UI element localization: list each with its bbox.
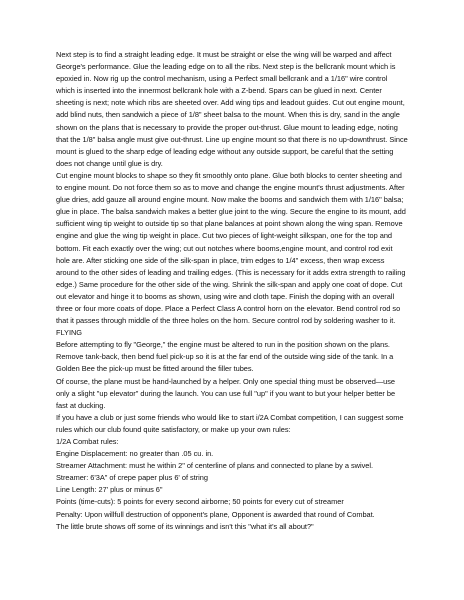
rule-streamer-attachment: Streamer Attachment: must he within 2" of centerline of plans and connected to plane by a swivel. [56, 461, 374, 471]
paragraph-flying-1: Before attempting to fly "George," the engine must be altered to run in the position shown on the plans. Remove tank-back, then bend fuel pick-up so it is at the far end of the outside wing side of the tank. In a Golden Bee the pick-up must be fitted around the filler tubes. [56, 340, 394, 374]
paragraph-flying-2: Of course, the plane must be hand-launched by a helper. Only one special thing must be observed—use only a slight "up elevator" during the launch. You can use full "up" if you want to but your helper better be fast at ducking. [56, 376, 396, 410]
closing-caption: The little brute shows off some of its winnings and isn't this "what it's all about?" [56, 521, 314, 531]
rule-points: Points (time-cuts): 5 points for every second airborne; 50 points for every cut of streamer [56, 497, 344, 507]
rules-heading: 1/2A Combat rules: [56, 437, 119, 446]
rule-line-length: Line Length: 27' plus or minus 6" [56, 485, 163, 495]
paragraph-construction-2: Cut engine mount blocks to shape so they fit smoothly onto plane. Glue both blocks to center sheeting and to engine mount. Do not force them so as to move and change the engine mount's thrust adjustments. After glue dries, add gauze all around engine mount. Now make the booms and sandwich them with 1/16" balsa; glue in place. The balsa sandwich makes a better glue joint to the wing. Secure the engine to its mount, add sufficient wing tip weight to outside tip so that plane balances at point shown along the wing span. Remove engine and glue the wing tip weight in place. Cut two pieces of light-weight silkspan, one for the top and bottom. Fit each exactly over the wing; cut out notches where booms,engine mount, and control rod exit hole are. After sticking one side of the silk-span in place, trim edges to 1/4" excess, then wrap excess around to the other sides of leading and trailing edges. (This is necessary for it adds extra strength to railing edge.) Same procedure for the other side of the wing. Shrink the silk-span and apply one coat of dope. Cut out elevator and hinge it to booms as shown, using wire and cloth tape. Finish the doping with an overall three or four more coats of dope. Place a Perfect Class A control horn on the elevator. Bend control rod so that it passes through middle of the three holes on the horn. Secure control rod by soldering washer to it. [56, 170, 406, 326]
rule-engine-displacement: Engine Displacement: no greater than .05 cu. in. [56, 449, 214, 459]
rule-penalty: Penalty: Upon willfull destruction of opponent's plane, Opponent is awarded that round of Combat. [56, 509, 375, 519]
paragraph-club-rules-intro: If you have a club or just some friends who would like to start i/2A Combat competition, I can suggest some rules which our club found quite satisfactory, or make up your own rules: [56, 412, 404, 434]
paragraph-construction-1: Next step is to find a straight leading edge. It must be straight or else the wing will be warped and affect George's performance. Glue the leading edge on to all the ribs. Next step is the bellcrank mount which is epoxied in. Now rig up the control mechanism, using a Perfect small bellcrank and a 1/16" wire control which is inserted into the innermost bellcrank hole with a Z-bend. Spars can be glued in next. Center sheeting is next; note which ribs are sheeted over. Add wing tips and leadout guides. Cut out engine mount, add blind nuts, then sandwich a piece of 1/8" sheet balsa to the mount. When this is dry, sand in the angle shown on the plans that is necessary to provide the proper out-thrust. Glue mount to leading edge, noting that the 1/8" balsa angle must give out-thrust. Line up engine mount so that there is no up-downthrust. Since mount is glued to the sharp edge of leading edge without any outside support, be careful that the setting does not change until glue is dry. [56, 50, 408, 168]
section-heading-flying: FLYING [56, 328, 83, 338]
rule-streamer: Streamer: 6'3A" of crepe paper plus 6' of string [56, 473, 208, 483]
